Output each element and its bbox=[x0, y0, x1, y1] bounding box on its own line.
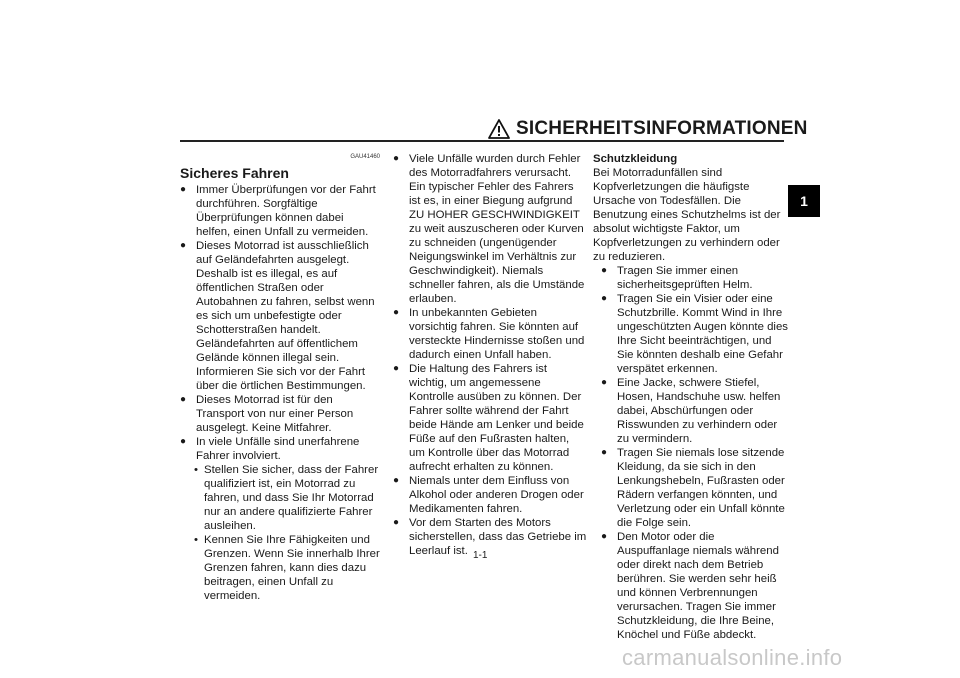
list-item: ● Dieses Motorrad ist ausschließlich auf Geländefahrten ausgelegt. Deshalb ist es illegal, es auf öffentlichen Straßen oder Autobahnen zu fahren, selbst wenn es sich um unbefestigte oder Schotterstraßen handelt. Geländefahrten auf öffentlichem Gelände können illegal sein. Informieren Sie sich vor der Fahrt über die örtlichen Bestimmungen. bbox=[180, 239, 380, 393]
warning-triangle-icon bbox=[488, 119, 510, 139]
list-item: ● Tragen Sie immer einen sicherheitsgeprüften Helm. bbox=[601, 264, 788, 292]
list-item: ● In unbekannten Gebieten vorsichtig fahren. Sie könnten auf versteckte Hindernisse stoßen und dadurch einen Unfall haben. bbox=[393, 306, 588, 362]
list-item: ● Immer Überprüfungen vor der Fahrt durchführen. Sorgfältige Überprüfungen können dabei helfen, einen Unfall zu vermeiden. bbox=[180, 183, 380, 239]
sub-list-item: • Stellen Sie sicher, dass der Fahrer qualifiziert ist, ein Motorrad zu fahren, und dass Sie Ihr Motorrad nur an andere qualifizierte Fahrer ausleihen. bbox=[180, 463, 380, 533]
page-number: 1-1 bbox=[473, 550, 488, 561]
column-1 bbox=[180, 150, 380, 603]
list-item: ● Vor dem Starten des Motors sicherstellen, dass das Getriebe im Leerlauf ist. bbox=[393, 516, 588, 558]
section-title: Sicheres Fahren bbox=[180, 165, 289, 181]
list-item: ● Tragen Sie ein Visier oder eine Schutzbrille. Kommt Wind in Ihre ungeschützten Augen könnte dies Ihre Sicht beeinträchtigen, und Sie könnten deshalb eine Gefahr verspätet erkennen. bbox=[601, 292, 788, 376]
list-item: ● Dieses Motorrad ist für den Transport von nur einer Person ausgelegt. Keine Mitfahrer. bbox=[180, 393, 380, 435]
list-item: ● Tragen Sie niemals lose sitzende Kleidung, da sie sich in den Lenkungshebeln, Fußrasten oder Rädern verfangen könnten, und Verletzung oder ein Unfall könnte die Folge sein. bbox=[601, 446, 788, 530]
watermark: carmanualsonline.info bbox=[622, 645, 843, 670]
list-item: ● Viele Unfälle wurden durch Fehler des Motorradfahrers verursacht. Ein typischer Fehler des Fahrers ist es, in einer Biegung aufgrund ZU HOHER GESCHWINDIGKEIT zu weit auszuscheren oder Kurven zu schneiden (ungenügender Neigungswinkel im Verhältnis zur Geschwindigkeit). Niemals schneller fahren, als die Umstände erlauben. bbox=[393, 152, 588, 306]
list-item: ● Niemals unter dem Einfluss von Alkohol oder anderen Drogen oder Medikamenten fahren. bbox=[393, 474, 588, 516]
list-item: ● Den Motor oder die Auspuffanlage niemals während oder direkt nach dem Betrieb berühren. Sie werden sehr heiß und können Verbrennungen verursachen. Tragen Sie immer Schutzkleidung, die Ihre Beine, Knöchel und Füße abdeckt. bbox=[601, 530, 788, 642]
list-item: ● Die Haltung des Fahrers ist wichtig, um angemessene Kontrolle ausüben zu können. Der Fahrer sollte während der Fahrt beide Hände am Lenker und beide Füße auf den Fußrasten halten, um Kontrolle über das Motorrad aufrecht erhalten zu können. bbox=[393, 362, 588, 474]
section-code: GAU41460 bbox=[350, 154, 380, 160]
subsection-heading: Schutzkleidung bbox=[593, 153, 678, 165]
column-3 bbox=[593, 152, 788, 642]
list-item: ● Eine Jacke, schwere Stiefel, Hosen, Handschuhe usw. helfen dabei, Abschürfungen oder Risswunden zu verhindern oder zu vermindern. bbox=[601, 376, 788, 446]
sub-list-item: • Kennen Sie Ihre Fähigkeiten und Grenzen. Wenn Sie innerhalb Ihrer Grenzen fahren, kann dies dazu beitragen, einen Unfall zu vermeiden. bbox=[180, 533, 380, 603]
page-title: SICHERHEITSINFORMATIONEN bbox=[516, 118, 808, 139]
page-header bbox=[488, 118, 808, 140]
list-item: ● In viele Unfälle sind unerfahrene Fahrer involviert. bbox=[180, 435, 380, 463]
header-rule bbox=[180, 140, 784, 142]
paragraph: Bei Motorradunfällen sind Kopfverletzungen die häufigste Ursache von Todesfällen. Die Benutzung eines Schutzhelms ist der absolut wichtigste Faktor, um Kopfverletzungen zu verhindern oder zu reduzieren. bbox=[593, 167, 781, 263]
column-2 bbox=[393, 152, 588, 558]
chapter-tab: 1 bbox=[788, 185, 820, 217]
